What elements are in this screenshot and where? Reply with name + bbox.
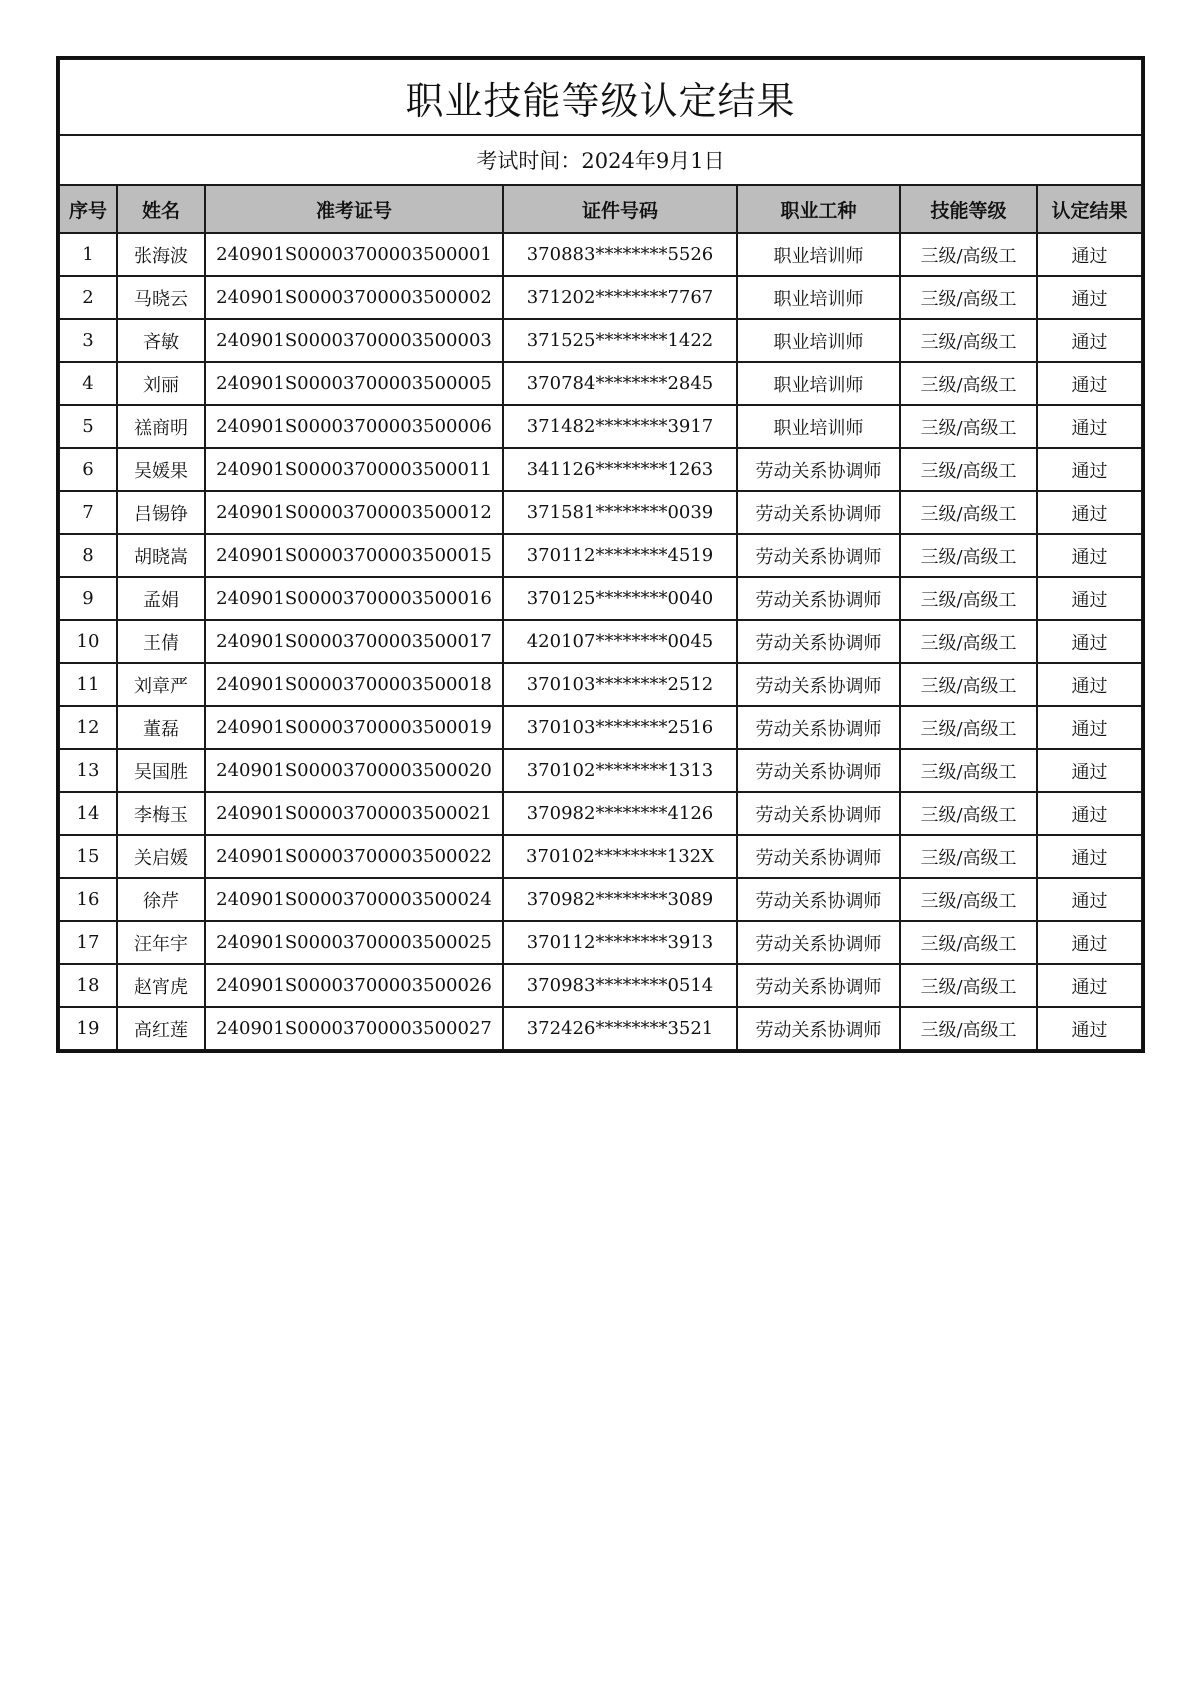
- table-row: [59, 362, 1142, 405]
- index-cell: 11: [59, 663, 117, 706]
- admission-number-cell: 240901S00003700003500001: [205, 233, 503, 276]
- occupation-cell: 职业培训师: [737, 276, 900, 319]
- index-cell: 3: [59, 319, 117, 362]
- index-cell: 12: [59, 706, 117, 749]
- result-cell: 通过: [1037, 362, 1142, 405]
- header-row: [59, 185, 1142, 233]
- id-number-cell: 371525********1422: [503, 319, 737, 362]
- name-cell: 李梅玉: [117, 792, 205, 835]
- id-number-cell: 370125********0040: [503, 577, 737, 620]
- name-cell: 赵宵虎: [117, 964, 205, 1007]
- results-document: [58, 58, 1141, 1051]
- table-row: [59, 663, 1142, 706]
- result-cell: 通过: [1037, 276, 1142, 319]
- occupation-cell: 职业培训师: [737, 319, 900, 362]
- skill-level-cell: 三级/高级工: [900, 835, 1037, 878]
- admission-number-cell: 240901S00003700003500016: [205, 577, 503, 620]
- id-number-cell: 341126********1263: [503, 448, 737, 491]
- id-number-cell: 370982********4126: [503, 792, 737, 835]
- name-cell: 张海波: [117, 233, 205, 276]
- result-cell: 通过: [1037, 620, 1142, 663]
- occupation-cell: 劳动关系协调师: [737, 663, 900, 706]
- result-cell: 通过: [1037, 405, 1142, 448]
- result-cell: 通过: [1037, 534, 1142, 577]
- index-cell: 8: [59, 534, 117, 577]
- skill-level-cell: 三级/高级工: [900, 448, 1037, 491]
- index-cell: 5: [59, 405, 117, 448]
- table-row: [59, 792, 1142, 835]
- id-number-cell: 370883********5526: [503, 233, 737, 276]
- table-row: [59, 448, 1142, 491]
- occupation-cell: 劳动关系协调师: [737, 749, 900, 792]
- index-cell: 16: [59, 878, 117, 921]
- skill-level-cell: 三级/高级工: [900, 577, 1037, 620]
- result-cell: 通过: [1037, 792, 1142, 835]
- admission-number-cell: 240901S00003700003500027: [205, 1007, 503, 1050]
- admission-number-cell: 240901S00003700003500025: [205, 921, 503, 964]
- name-cell: 吴媛果: [117, 448, 205, 491]
- id-number-cell: 371482********3917: [503, 405, 737, 448]
- skill-level-cell: 三级/高级工: [900, 706, 1037, 749]
- admission-number-cell: 240901S00003700003500002: [205, 276, 503, 319]
- occupation-cell: 劳动关系协调师: [737, 448, 900, 491]
- table-row: [59, 405, 1142, 448]
- occupation-cell: 劳动关系协调师: [737, 878, 900, 921]
- id-number-cell: 370103********2512: [503, 663, 737, 706]
- exam-date: 考试时间：2024年9月1日: [59, 135, 1142, 185]
- id-number-cell: 370103********2516: [503, 706, 737, 749]
- table-row: [59, 964, 1142, 1007]
- table-row: [59, 921, 1142, 964]
- id-number-cell: 370102********1313: [503, 749, 737, 792]
- page-title: 职业技能等级认定结果: [59, 59, 1142, 135]
- admission-number-cell: 240901S00003700003500015: [205, 534, 503, 577]
- name-cell: 孟娟: [117, 577, 205, 620]
- admission-number-cell: 240901S00003700003500006: [205, 405, 503, 448]
- admission-number-cell: 240901S00003700003500005: [205, 362, 503, 405]
- occupation-cell: 劳动关系协调师: [737, 706, 900, 749]
- exam-date-row: [59, 135, 1142, 185]
- id-number-cell: 370784********2845: [503, 362, 737, 405]
- column-header-admission-number: 准考证号: [205, 185, 503, 233]
- skill-level-cell: 三级/高级工: [900, 663, 1037, 706]
- id-number-cell: 371581********0039: [503, 491, 737, 534]
- result-cell: 通过: [1037, 663, 1142, 706]
- result-cell: 通过: [1037, 878, 1142, 921]
- table-row: [59, 1007, 1142, 1050]
- column-header-id-number: 证件号码: [503, 185, 737, 233]
- admission-number-cell: 240901S00003700003500018: [205, 663, 503, 706]
- name-cell: 高红莲: [117, 1007, 205, 1050]
- skill-level-cell: 三级/高级工: [900, 878, 1037, 921]
- index-cell: 17: [59, 921, 117, 964]
- occupation-cell: 劳动关系协调师: [737, 964, 900, 1007]
- occupation-cell: 劳动关系协调师: [737, 534, 900, 577]
- index-cell: 9: [59, 577, 117, 620]
- id-number-cell: 370112********4519: [503, 534, 737, 577]
- skill-level-cell: 三级/高级工: [900, 534, 1037, 577]
- occupation-cell: 劳动关系协调师: [737, 491, 900, 534]
- admission-number-cell: 240901S00003700003500022: [205, 835, 503, 878]
- occupation-cell: 劳动关系协调师: [737, 921, 900, 964]
- index-cell: 13: [59, 749, 117, 792]
- occupation-cell: 劳动关系协调师: [737, 1007, 900, 1050]
- table-row: [59, 319, 1142, 362]
- result-cell: 通过: [1037, 964, 1142, 1007]
- table-row: [59, 577, 1142, 620]
- name-cell: 刘丽: [117, 362, 205, 405]
- name-cell: 吴国胜: [117, 749, 205, 792]
- skill-level-cell: 三级/高级工: [900, 921, 1037, 964]
- admission-number-cell: 240901S00003700003500021: [205, 792, 503, 835]
- result-cell: 通过: [1037, 319, 1142, 362]
- skill-level-cell: 三级/高级工: [900, 792, 1037, 835]
- occupation-cell: 劳动关系协调师: [737, 792, 900, 835]
- skill-level-cell: 三级/高级工: [900, 620, 1037, 663]
- result-cell: 通过: [1037, 233, 1142, 276]
- name-cell: 胡晓嵩: [117, 534, 205, 577]
- skill-level-cell: 三级/高级工: [900, 964, 1037, 1007]
- index-cell: 14: [59, 792, 117, 835]
- admission-number-cell: 240901S00003700003500019: [205, 706, 503, 749]
- name-cell: 禚商明: [117, 405, 205, 448]
- column-header-skill-level: 技能等级: [900, 185, 1037, 233]
- occupation-cell: 劳动关系协调师: [737, 620, 900, 663]
- table-row: [59, 233, 1142, 276]
- result-cell: 通过: [1037, 835, 1142, 878]
- table-row: [59, 835, 1142, 878]
- skill-level-cell: 三级/高级工: [900, 233, 1037, 276]
- id-number-cell: 371202********7767: [503, 276, 737, 319]
- name-cell: 王倩: [117, 620, 205, 663]
- occupation-cell: 职业培训师: [737, 405, 900, 448]
- admission-number-cell: 240901S00003700003500017: [205, 620, 503, 663]
- id-number-cell: 370983********0514: [503, 964, 737, 1007]
- occupation-cell: 劳动关系协调师: [737, 835, 900, 878]
- result-cell: 通过: [1037, 448, 1142, 491]
- occupation-cell: 职业培训师: [737, 362, 900, 405]
- name-cell: 吕锡铮: [117, 491, 205, 534]
- index-cell: 1: [59, 233, 117, 276]
- admission-number-cell: 240901S00003700003500011: [205, 448, 503, 491]
- column-header-occupation: 职业工种: [737, 185, 900, 233]
- admission-number-cell: 240901S00003700003500026: [205, 964, 503, 1007]
- result-cell: 通过: [1037, 491, 1142, 534]
- name-cell: 刘章严: [117, 663, 205, 706]
- table-row: [59, 620, 1142, 663]
- table-row: [59, 491, 1142, 534]
- id-number-cell: 372426********3521: [503, 1007, 737, 1050]
- column-header-result: 认定结果: [1037, 185, 1142, 233]
- column-header-name: 姓名: [117, 185, 205, 233]
- table-row: [59, 878, 1142, 921]
- result-cell: 通过: [1037, 577, 1142, 620]
- index-cell: 7: [59, 491, 117, 534]
- index-cell: 15: [59, 835, 117, 878]
- skill-level-cell: 三级/高级工: [900, 405, 1037, 448]
- id-number-cell: 370112********3913: [503, 921, 737, 964]
- admission-number-cell: 240901S00003700003500020: [205, 749, 503, 792]
- id-number-cell: 370102********132X: [503, 835, 737, 878]
- occupation-cell: 职业培训师: [737, 233, 900, 276]
- column-header-index: 序号: [59, 185, 117, 233]
- index-cell: 18: [59, 964, 117, 1007]
- index-cell: 19: [59, 1007, 117, 1050]
- occupation-cell: 劳动关系协调师: [737, 577, 900, 620]
- name-cell: 董磊: [117, 706, 205, 749]
- name-cell: 徐芹: [117, 878, 205, 921]
- index-cell: 10: [59, 620, 117, 663]
- name-cell: 马晓云: [117, 276, 205, 319]
- table-row: [59, 706, 1142, 749]
- name-cell: 关启媛: [117, 835, 205, 878]
- skill-level-cell: 三级/高级工: [900, 362, 1037, 405]
- skill-level-cell: 三级/高级工: [900, 749, 1037, 792]
- id-number-cell: 420107********0045: [503, 620, 737, 663]
- result-cell: 通过: [1037, 706, 1142, 749]
- table-row: [59, 276, 1142, 319]
- skill-level-cell: 三级/高级工: [900, 276, 1037, 319]
- name-cell: 吝敏: [117, 319, 205, 362]
- skill-level-cell: 三级/高级工: [900, 1007, 1037, 1050]
- id-number-cell: 370982********3089: [503, 878, 737, 921]
- skill-level-cell: 三级/高级工: [900, 491, 1037, 534]
- admission-number-cell: 240901S00003700003500003: [205, 319, 503, 362]
- skill-level-cell: 三级/高级工: [900, 319, 1037, 362]
- result-cell: 通过: [1037, 921, 1142, 964]
- index-cell: 2: [59, 276, 117, 319]
- result-cell: 通过: [1037, 1007, 1142, 1050]
- table-row: [59, 534, 1142, 577]
- name-cell: 汪年宇: [117, 921, 205, 964]
- result-cell: 通过: [1037, 749, 1142, 792]
- title-row: [59, 59, 1142, 135]
- results-table: [58, 58, 1143, 1051]
- index-cell: 6: [59, 448, 117, 491]
- index-cell: 4: [59, 362, 117, 405]
- table-row: [59, 749, 1142, 792]
- admission-number-cell: 240901S00003700003500024: [205, 878, 503, 921]
- admission-number-cell: 240901S00003700003500012: [205, 491, 503, 534]
